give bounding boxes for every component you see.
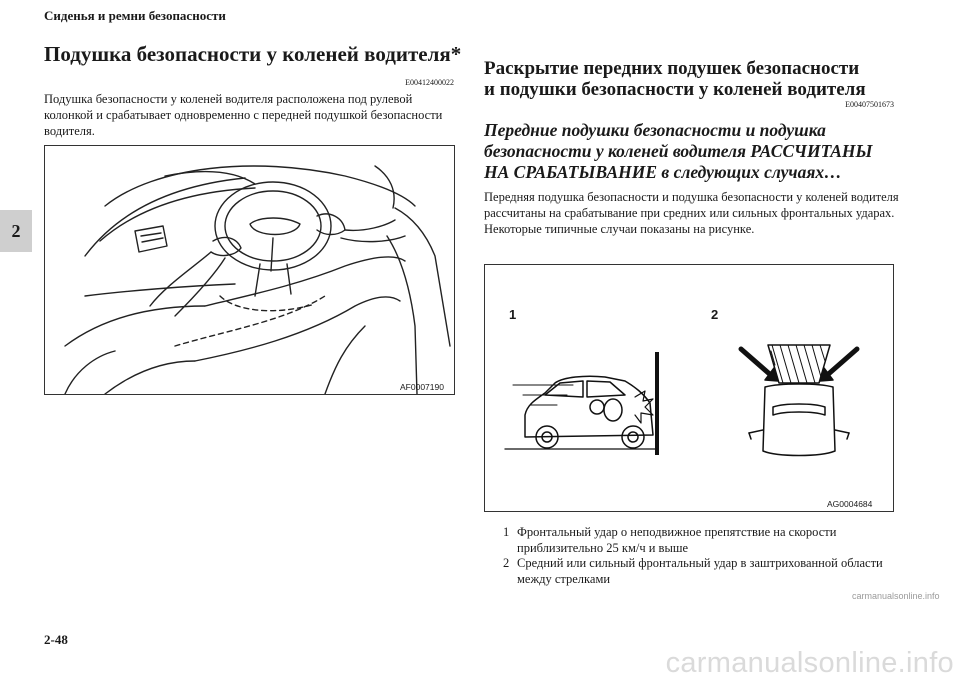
left-figure-code: AF0007190 — [400, 382, 444, 392]
list-item — [503, 525, 903, 556]
right-subtitle-line-3: НА СРАБАТЫВАНИЕ в следующих случаях… — [484, 162, 842, 182]
right-figure-code: AG0004684 — [827, 499, 873, 509]
collision-illustration — [484, 264, 894, 512]
right-title-line-2: и подушки безопасности у коленей водителя — [484, 79, 866, 100]
list-item — [503, 556, 903, 587]
right-subtitle — [484, 120, 872, 183]
list-item-text: Средний или сильный фронтальный удар в заштрихованной области между стрелками — [517, 556, 883, 586]
page-number: 2-48 — [44, 632, 68, 647]
site-watermark: carmanualsonline.info — [665, 647, 954, 679]
list-item-number: 1 — [503, 525, 510, 539]
right-subtitle-line-1: Передние подушки безопасности и подушка — [484, 120, 826, 140]
knee-airbag-drawing — [45, 146, 455, 395]
left-paragraph: Подушка безопасности у коленей водителя расположена под рулевой колонкой и срабатывает одновременно с передней подушкой безопасности водителя. — [44, 92, 443, 138]
list-item-text: Фронтальный удар о неподвижное препятствие на скорости приблизительно 25 км/ч и выше — [517, 525, 837, 555]
right-section-code: E00407501673 — [845, 100, 894, 109]
right-paragraph: Передняя подушка безопасности и подушка безопасности у коленей водителя рассчитаны на срабатывание при средних или сильных фронтальных ударах. Некоторые типичные случаи показаны на рисунке. — [484, 190, 899, 236]
collision-drawing — [485, 265, 894, 512]
knee-airbag-illustration — [44, 145, 455, 395]
left-title: Подушка безопасности у коленей водителя* — [44, 42, 462, 66]
right-subtitle-line-2: безопасности у коленей водителя РАССЧИТАНЫ — [484, 141, 873, 161]
figure-label-2: 2 — [711, 307, 719, 322]
right-title-line-1: Раскрытие передних подушек безопасности — [484, 58, 860, 79]
left-section-code: E00412400022 — [405, 78, 454, 87]
right-title — [484, 58, 866, 100]
chapter-tab: 2 — [0, 210, 32, 252]
small-watermark: carmanualsonline.info — [852, 591, 940, 601]
figure-label-1: 1 — [509, 307, 517, 322]
section-header: Сиденья и ремни безопасности — [44, 8, 226, 23]
impact-cases-list — [503, 525, 903, 587]
list-item-number: 2 — [503, 556, 510, 570]
